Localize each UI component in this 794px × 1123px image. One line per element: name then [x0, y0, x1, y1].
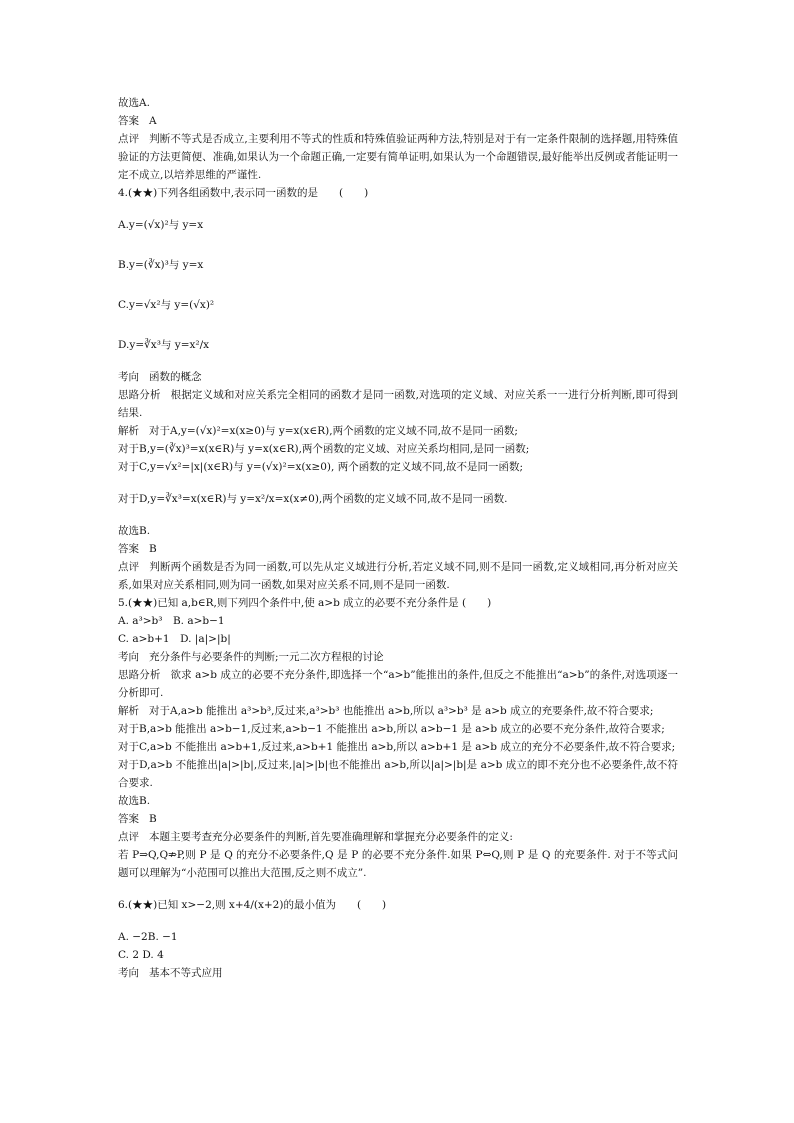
q5-comment-2: 若 P⇒Q,Q⇏P,则 P 是 Q 的充分不必要条件,Q 是 P 的必要不充分条件.如果 P⇔Q,则 P 是 Q 的充要条件. 对于不等式问题可以理解为“小范围可以推出大范围,反之则不成立”.: [118, 849, 678, 879]
q5-answer: [118, 810, 678, 828]
q4-stem: 4.(★★)下列各组函数中,表示同一函数的是 ( ): [118, 187, 369, 199]
kaoxiang-label: 考向: [118, 967, 139, 979]
q4-option-b: B.y=(∛x)³与 y=x: [118, 259, 204, 271]
q4-option-c: C.y=√x²与 y=(√x)²: [118, 299, 215, 311]
comment-text: 判断不等式是否成立,主要利用不等式的性质和特殊值验证两种方法,特别是对于有一定条件限制的选择题,用特殊值验证的方法更简便、准确,如果认为一个命题正确,一定要有简单证明,如果认为一个命题错误,最好能举出反例或者能证明一定不成立,以培养思维的严谨性.: [118, 133, 678, 181]
q4-option-a: A.y=(√x)²与 y=x: [118, 219, 204, 231]
answer-value: B: [149, 813, 157, 825]
analysis-text: 根据定义域和对应关系完全相同的函数才是同一函数,对选项的定义域、对应关系一一进行分析判断,即可得到结果.: [118, 389, 678, 419]
analysis-text: 欲求 a>b 成立的必要不充分条件,即选择一个“a>b”能推出的条件,但反之不能推出“a>b”的条件,对选项逐一分析即可.: [118, 669, 679, 699]
comment-text: 判断两个函数是否为同一函数,可以先从定义域进行分析,若定义域不同,则不是同一函数,定义域相同,再分析对应关系,如果对应关系相同,则为同一函数,如果对应关系不同,则不是同一函数.: [118, 561, 679, 591]
comment-text: 本题主要考查充分必要条件的判断,首先要准确理解和掌握充分必要条件的定义:: [149, 831, 513, 843]
q4-answer: [118, 540, 678, 558]
document-page: [118, 94, 678, 982]
q5-options-1: A. a³>b³ B. a>b−1: [118, 615, 225, 627]
q4-analysis: [118, 386, 678, 422]
q5-solution-b: 对于B,a>b 能推出 a>b−1,反过来,a>b−1 不能推出 a>b,所以 a>b−1 是 a>b 成立的必要不充分条件,故符合要求;: [118, 723, 665, 735]
q3-comment: [118, 130, 678, 184]
kaoxiang-text: 基本不等式应用: [149, 967, 223, 979]
solution-text: 对于A,a>b 能推出 a³>b³,反过来,a³>b³ 也能推出 a>b,所以 a³>b³ 是 a>b 成立的充要条件,故不符合要求;: [149, 705, 654, 717]
comment-label: 点评: [118, 831, 139, 843]
q5-choose: 故选B.: [118, 795, 151, 807]
q4-solution-d: 对于D,y=∛x³=x(x∈R)与 y=x²/x=x(x≠0),两个函数的定义域不同,故不是同一函数.: [118, 493, 508, 505]
q4-option-d: D.y=∛x³与 y=x²/x: [118, 339, 210, 351]
q3-answer: [118, 112, 678, 130]
q6-kaoxiang: [118, 964, 678, 982]
q6-stem: 6.(★★)已知 x>−2,则 x+4/(x+2)的最小值为 ( ): [118, 899, 387, 911]
solution-text: 对于A,y=(√x)²=x(x≥0)与 y=x(x∈R),两个函数的定义域不同,故不是同一函数;: [149, 425, 518, 437]
kaoxiang-text: 函数的概念: [149, 371, 202, 383]
answer-label: 答案: [118, 543, 139, 555]
q5-solution-d: 对于D,a>b 不能推出|a|>|b|,反过来,|a|>|b|也不能推出 a>b,所以|a|>|b|是 a>b 成立的即不充分也不必要条件,故不符合要求.: [118, 759, 678, 789]
q4-choose: 故选B.: [118, 525, 151, 537]
solution-label: 解析: [118, 705, 139, 717]
q3-choose: 故选A.: [118, 97, 150, 109]
q6-options-1: A. −2B. −1: [118, 931, 178, 943]
comment-label: 点评: [118, 133, 140, 145]
kaoxiang-text: 充分条件与必要条件的判断;一元二次方程根的讨论: [149, 651, 384, 663]
q5-analysis: [118, 666, 678, 702]
answer-label: 答案: [118, 813, 139, 825]
q5-comment-1: [118, 828, 678, 846]
answer-value: A: [149, 115, 157, 127]
q4-solution-a: [118, 422, 678, 440]
q6-options-2: C. 2 D. 4: [118, 949, 164, 961]
analysis-label: 思路分析: [118, 669, 161, 681]
comment-label: 点评: [118, 561, 140, 573]
analysis-label: 思路分析: [118, 389, 161, 401]
q5-solution-c: 对于C,a>b 不能推出 a>b+1,反过来,a>b+1 能推出 a>b,所以 a>b+1 是 a>b 成立的充分不必要条件,故不符合要求;: [118, 741, 676, 753]
kaoxiang-label: 考向: [118, 371, 139, 383]
q5-kaoxiang: [118, 648, 678, 666]
q4-kaoxiang: [118, 368, 678, 386]
answer-label: 答案: [118, 115, 139, 127]
answer-value: B: [149, 543, 157, 555]
solution-label: 解析: [118, 425, 139, 437]
q4-comment: [118, 558, 678, 594]
q4-solution-b: 对于B,y=(∛x)³=x(x∈R)与 y=x(x∈R),两个函数的定义域、对应关系均相同,是同一函数;: [118, 443, 530, 455]
q5-stem: 5.(★★)已知 a,b∈R,则下列四个条件中,使 a>b 成立的必要不充分条件是 ( ): [118, 597, 492, 609]
q5-options-2: C. a>b+1 D. |a|>|b|: [118, 633, 231, 645]
kaoxiang-label: 考向: [118, 651, 139, 663]
q4-solution-c: 对于C,y=√x²=|x|(x∈R)与 y=(√x)²=x(x≥0), 两个函数的定义域不同,故不是同一函数;: [118, 461, 524, 473]
q5-solution-a: [118, 702, 678, 720]
